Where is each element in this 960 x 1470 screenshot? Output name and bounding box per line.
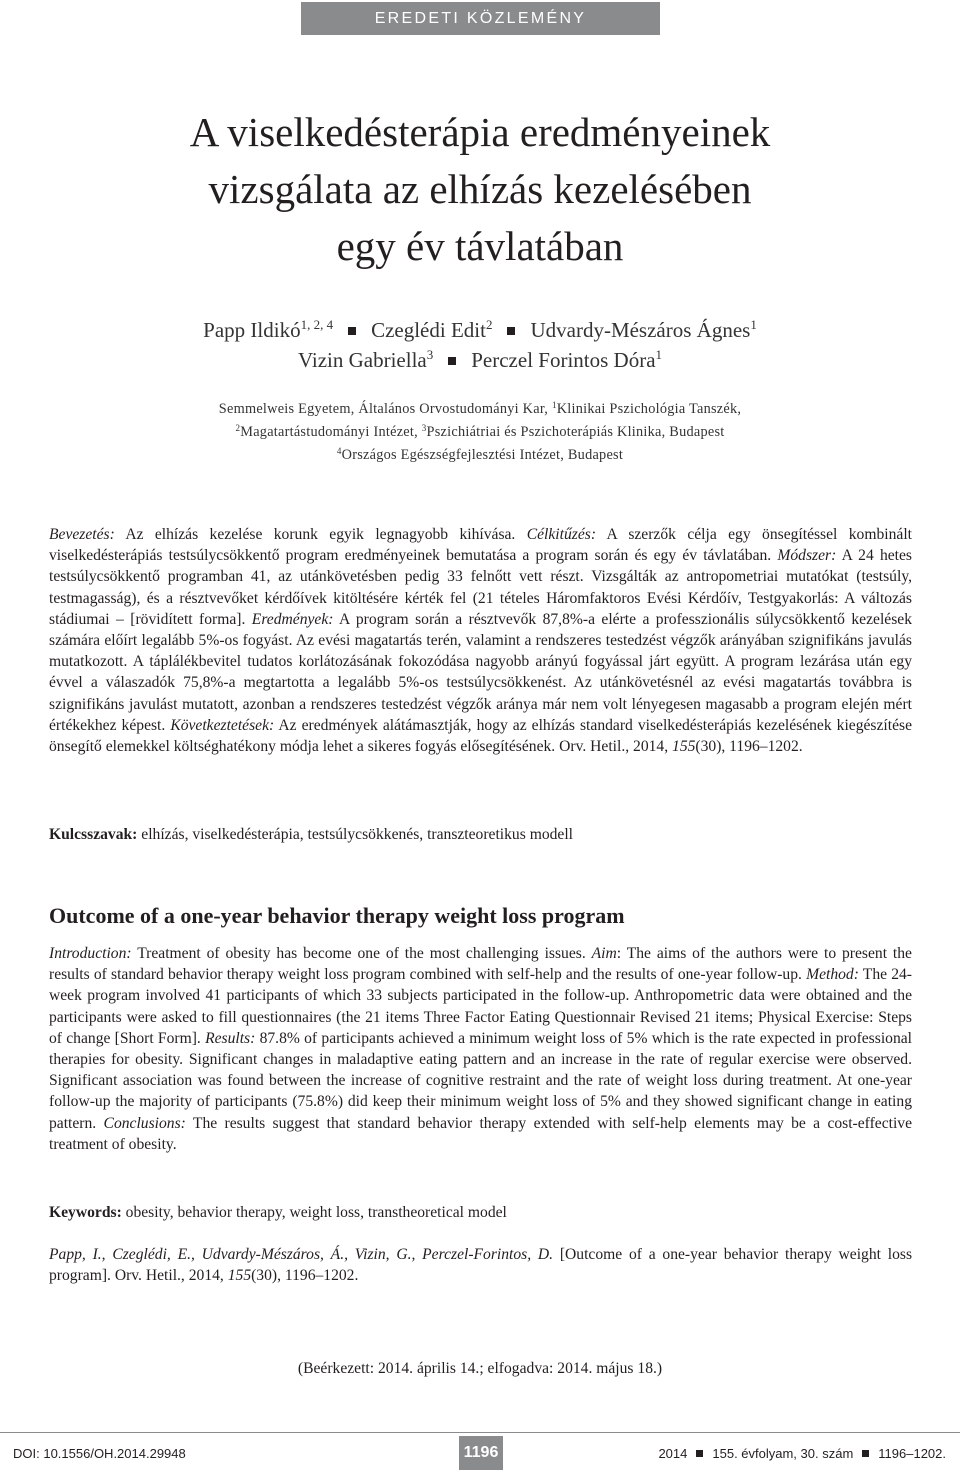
citation bbox=[49, 1244, 912, 1286]
affiliation-marker: 1 bbox=[551, 400, 557, 410]
affiliation-text: Klinikai Pszichológia Tanszék, bbox=[556, 401, 742, 417]
title-line: egy év távlatában bbox=[336, 223, 624, 269]
author-line bbox=[0, 345, 960, 375]
abstract-hungarian bbox=[49, 524, 912, 757]
abstract-text: A 24 hetes testsúlycsökkentő programban 41, az utánkövetésben pedig 33 felnőtt vett részt. Vizsgálták az antropometriai mutatókat (testsúly, testmagasság), és a résztvevőket kérdőívek kitöltésére kérték fel (21 tételes Háromfaktoros Evési Kérdőív, Testgyakorlás: A változás stádiumai – [rövidített forma]. bbox=[49, 547, 912, 628]
title-line: A viselkedésterápia eredményeinek bbox=[189, 109, 771, 155]
abstract-label: Method: bbox=[806, 966, 859, 984]
abstract-text: A program során a résztvevők 87,8%-a elérte a professzionális súlycsökkentő kezelések számára előírt legalább 5%-os fogyást. Az evési magatartás terén, valamint a rendszeres testedzést végzők arányában szignifikáns javulás mutatkozott. A táplálékbevitel tudatos korlátozásának fokozódása nagyobb arányú fogyással járt együtt. A program lezárása után egy évvel a válaszadók 75,8%-a megtartotta a legalább 5%-os testsúlycsökkenést. Az utánkövetésnél az evési magatartás továbbra is szignifikáns javulást mutatott, azonban a rendszeres testedzést végzők aránya már nem volt lényegesen magasabb a program elején mért értékekhez képest. bbox=[49, 610, 912, 734]
footer-pages: 1196–1202. bbox=[878, 1446, 946, 1461]
author-line bbox=[0, 315, 960, 345]
abstract-label: Aim bbox=[591, 945, 617, 962]
author-affiliation-marker: 1 bbox=[750, 317, 757, 332]
affiliation-text: Magatartástudományi Intézet, bbox=[240, 424, 422, 440]
affiliation-text: Semmelweis Egyetem, Általános Orvostudományi Kar, bbox=[218, 401, 552, 417]
abstract-label: Conclusions: bbox=[103, 1114, 186, 1132]
affiliations bbox=[0, 398, 960, 467]
journal-volume: 155 bbox=[227, 1267, 252, 1285]
abstract-text: Az eredmények alátámasztják, hogy az elhízás standard viselkedésterápiás kezelésének kiegészítése önsegítő elemekkel költséghatékony módja lehet a sikeres fogyás elősegítésének. Orv. Hetil., 2014, bbox=[49, 716, 912, 756]
abstract-label: Módszer: bbox=[777, 547, 837, 565]
abstract-label: Célkitűzés: bbox=[526, 526, 597, 543]
abstract-label: Introduction: bbox=[49, 945, 132, 962]
abstract-text: Az elhízás kezelése korunk egyik legnagyobb kihívása. bbox=[114, 526, 527, 543]
affiliation-line bbox=[0, 421, 960, 444]
article-title bbox=[0, 104, 960, 275]
author-name: Udvardy-Mészáros Ágnes bbox=[530, 318, 751, 342]
affiliation-line bbox=[0, 398, 960, 421]
footer-separator-square bbox=[696, 1450, 703, 1457]
footer-divider bbox=[0, 1432, 960, 1433]
section-label: EREDETI KÖZLEMÉNY bbox=[301, 2, 660, 35]
abstract-english bbox=[49, 943, 912, 1155]
footer-volume: 155. évfolyam, 30. szám bbox=[712, 1446, 854, 1461]
citation-text: (30), 1196–1202. bbox=[251, 1267, 359, 1285]
affiliation-line bbox=[0, 444, 960, 467]
author-affiliation-marker: 2 bbox=[485, 317, 493, 332]
footer-doi: DOI: 10.1556/OH.2014.29948 bbox=[13, 1446, 186, 1461]
footer-year: 2014 bbox=[658, 1446, 688, 1461]
footer-issue bbox=[658, 1446, 946, 1462]
author-affiliation-marker: 1, 2, 4 bbox=[300, 317, 334, 332]
author-name: Czeglédi Edit bbox=[371, 318, 486, 342]
journal-volume: 155 bbox=[672, 738, 696, 756]
keywords-label: Keywords: bbox=[49, 1204, 122, 1221]
citation-text: [Outcome of a one-year behavior therapy weight loss program]. Orv. Hetil., 2014, bbox=[49, 1246, 913, 1285]
author-separator-square bbox=[507, 327, 515, 335]
author-affiliation-marker: 3 bbox=[426, 347, 434, 362]
abstract-text: The 24-week program involved 41 participants of which 33 subjects participated in the follow-up. Anthropometric data were obtained and the participants were asked to fill questionnaires (the 21 items Three Factor Eating Questionnair Revised 21 items; Physical Exercise: Steps of change [Short Form]. bbox=[49, 966, 912, 1047]
keywords-hungarian bbox=[49, 824, 912, 845]
author-list bbox=[0, 315, 960, 375]
english-title: Outcome of a one-year behavior therapy weight loss program bbox=[49, 903, 625, 928]
keywords-label: Kulcsszavak: bbox=[49, 826, 138, 843]
abstract-text: Treatment of obesity has become one of the most challenging issues. bbox=[131, 945, 592, 962]
abstract-label: Bevezetés: bbox=[49, 526, 115, 543]
abstract-text: : The aims of the authors were to present the results of standard behavior therapy weight loss program combined with self-help and the results of one-year follow-up. bbox=[49, 945, 912, 984]
keywords-english bbox=[49, 1202, 912, 1223]
footer-separator-square bbox=[862, 1450, 869, 1457]
keywords-text: elhízás, viselkedésterápia, testsúlycsökkenés, transzteoretikus modell bbox=[137, 826, 574, 843]
abstract-text: 87.8% of participants achieved a minimum weight loss of 5% which is the rate expected in professional therapies for obesity. Significant changes in maladaptive eating pattern and an increase in the rate of regular exercise were observed. Significant association was found between the increase of cognitive restraint and the rate of weight loss during treatment. At one-year follow-up the majority of participants (75.8%) did keep their minimum weight loss of 5% and they showed significant change in eating pattern. bbox=[49, 1029, 912, 1132]
affiliation-marker: 3 bbox=[421, 423, 427, 433]
author-name: Perczel Forintos Dóra bbox=[471, 348, 656, 372]
abstract-text: The results suggest that standard behavior therapy extended with self-help elements may be a cost-effective treatment of obesity. bbox=[49, 1114, 913, 1153]
page-number: 1196 bbox=[459, 1436, 503, 1470]
abstract-text: (30), 1196–1202. bbox=[695, 738, 803, 756]
author-separator-square bbox=[448, 357, 456, 365]
affiliation-text: Pszichiátriai és Pszichoterápiás Klinika, Budapest bbox=[426, 424, 725, 440]
author-separator-square bbox=[348, 327, 356, 335]
keywords-text: obesity, behavior therapy, weight loss, transtheoretical model bbox=[121, 1204, 507, 1221]
received-dates: (Beérkezett: 2014. április 14.; elfogadva: 2014. május 18.) bbox=[297, 1360, 663, 1377]
affiliation-text: Országos Egészségfejlesztési Intézet, Budapest bbox=[341, 447, 624, 463]
author-name: Papp Ildikó bbox=[203, 318, 301, 342]
title-line: vizsgálata az elhízás kezelésében bbox=[208, 166, 752, 212]
abstract-text: A szerzők célja egy önsegítéssel kombinált viselkedésterápiás testsúlycsökkentő program eredményeinek bemutatása a program során és egy év távlatában. bbox=[49, 526, 913, 565]
citation-authors: Papp, I., Czeglédi, E., Udvardy-Mészáros, Á., Vizin, G., Perczel-Forintos, D. bbox=[49, 1246, 554, 1263]
affiliation-marker: 2 bbox=[235, 423, 241, 433]
affiliation-marker: 4 bbox=[336, 446, 342, 456]
abstract-label: Következtetések: bbox=[170, 716, 275, 734]
abstract-label: Results: bbox=[205, 1029, 256, 1047]
author-affiliation-marker: 1 bbox=[655, 347, 663, 362]
author-name: Vizin Gabriella bbox=[297, 348, 427, 372]
abstract-label: Eredmények: bbox=[251, 610, 334, 628]
